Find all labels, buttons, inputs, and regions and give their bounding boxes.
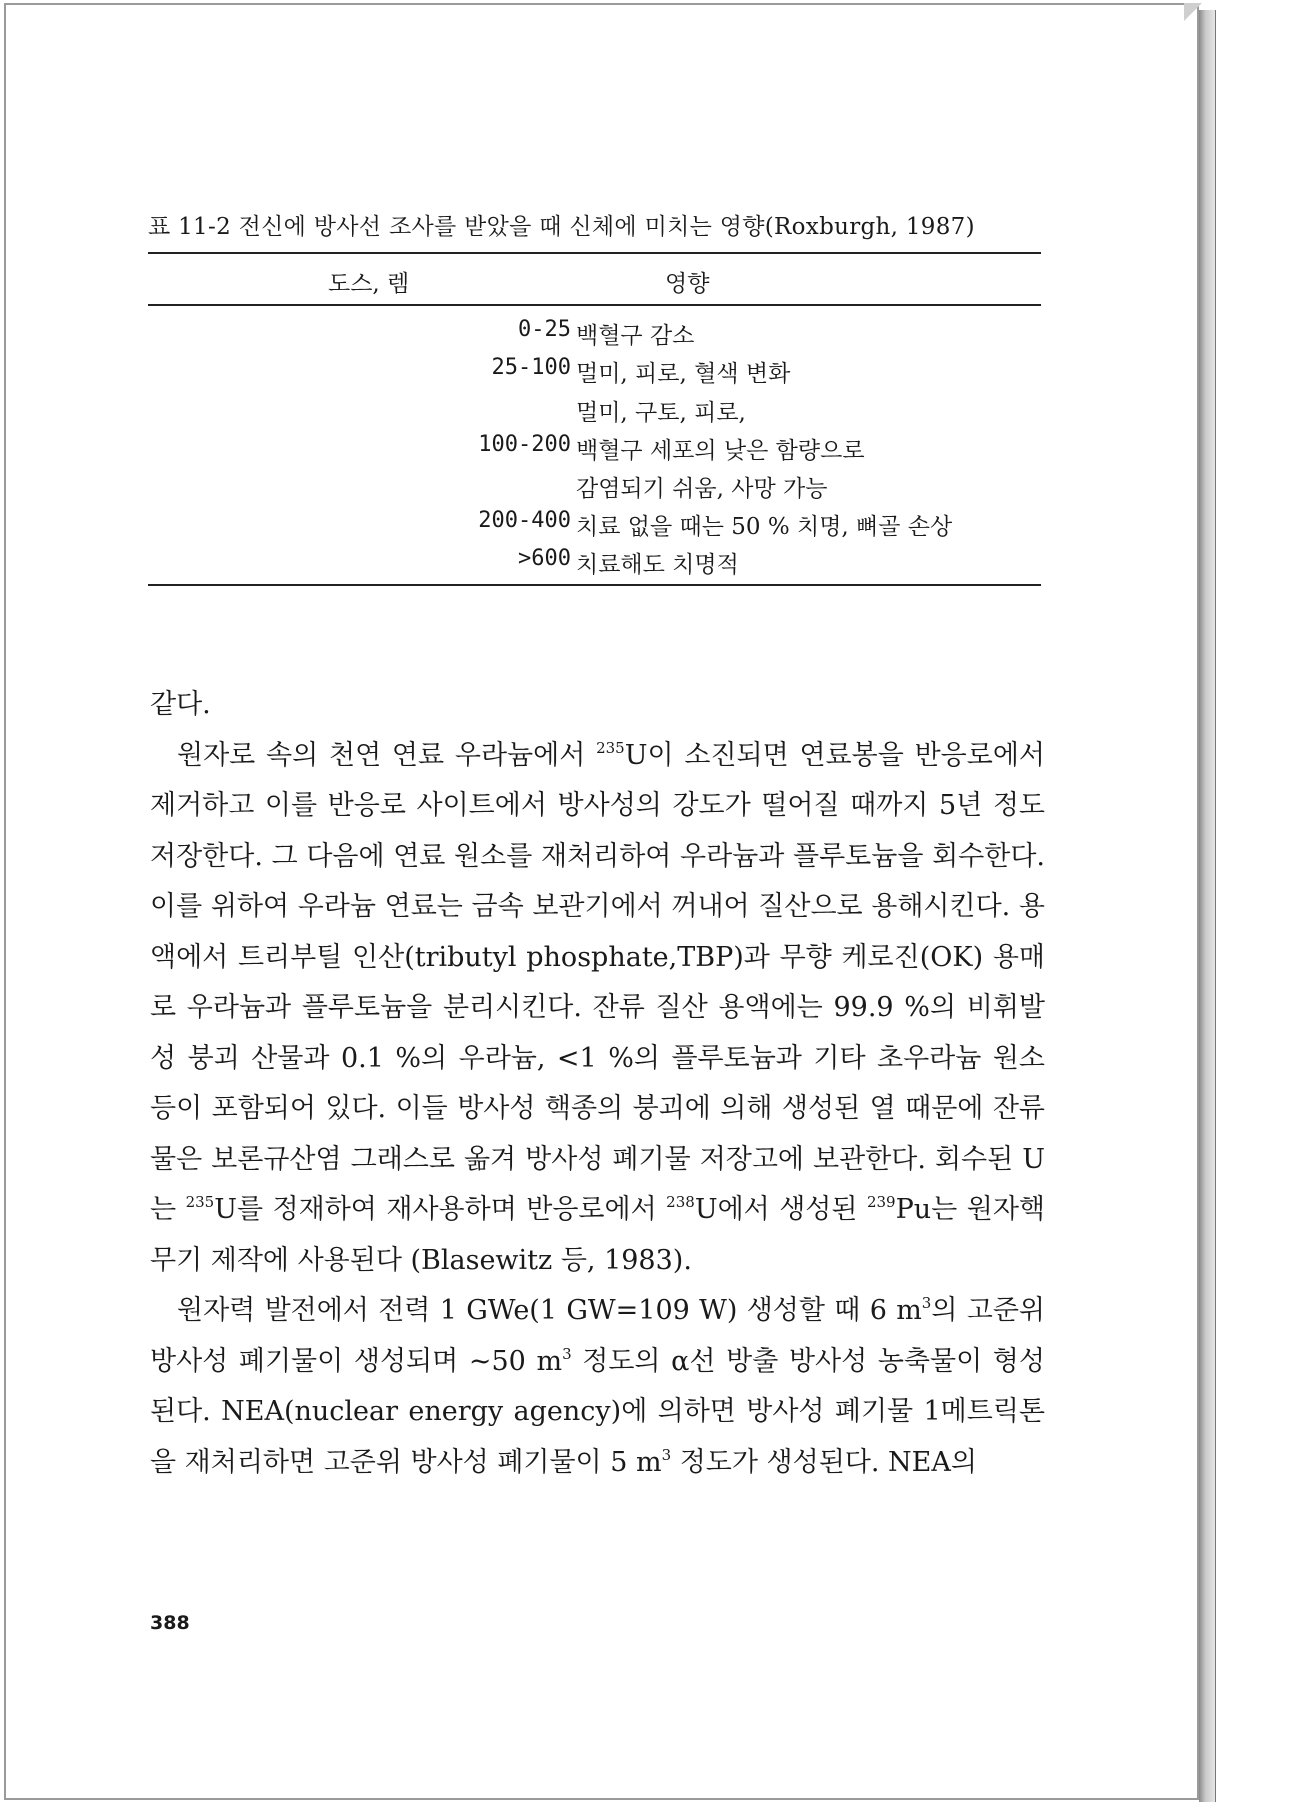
table-header-rule <box>148 304 1041 306</box>
table-row <box>148 317 1041 355</box>
superscript: 238 <box>666 1193 695 1211</box>
paragraph-text: U를 정재하여 재사용하며 반응로에서 <box>214 1194 667 1225</box>
paragraph-text: U에서 생성된 <box>694 1194 867 1225</box>
table-bottom-rule <box>148 584 1041 586</box>
superscript: 3 <box>661 1445 672 1464</box>
table-caption: 표 11-2 전신에 방사선 조사를 받았을 때 신체에 미치는 영향(Roxburgh, 1987) <box>148 214 975 240</box>
dose-cell: 25-100 <box>491 355 571 380</box>
page-edge-shadow <box>1199 10 1216 1802</box>
paragraph-text: 정도의 α선 방출 방사성 농축물이 형성된다. NEA(nuclear energy agency)에 의하면 방사성 폐기물 1메트릭톤을 재처리하면 고준위 방사성 폐기물이 5 m <box>150 1345 1045 1478</box>
superscript: 239 <box>866 1193 896 1211</box>
paragraph-text: 정도가 생성된다. NEA의 <box>671 1446 977 1478</box>
effect-cell: 치료해도 치명적 <box>576 552 739 578</box>
superscript: 3 <box>562 1344 572 1363</box>
superscript: 235 <box>596 738 625 757</box>
table-row <box>148 394 1041 432</box>
table-row <box>148 470 1041 508</box>
effect-cell: 치료 없을 때는 50 % 치명, 뼈골 손상 <box>576 514 953 540</box>
body-text <box>150 680 1045 1488</box>
dose-cell: 200-400 <box>478 508 571 533</box>
superscript: 3 <box>921 1294 932 1312</box>
paragraph-text: 원자력 발전에서 전력 1 GWe(1 GW=109 W) 생성할 때 6 m <box>177 1295 922 1326</box>
effect-cell: 백혈구 감소 <box>576 323 695 349</box>
page-number: 388 <box>150 1612 190 1634</box>
effect-cell: 백혈구 세포의 낮은 함량으로 <box>576 438 865 464</box>
effect-cell: 멀미, 피로, 혈색 변화 <box>576 361 791 387</box>
table-header-effect: 영향 <box>665 271 710 297</box>
paragraph-text: U이 소진되면 연료봉을 반응로에서 제거하고 이를 반응로 사이트에서 방사성의 강도가 떨어질 때까지 5년 정도 저장한다. 그 다음에 연료 원소를 재처리하여 우라늄과 플루토늄을 회수한다. 이를 위하여 우라늄 연료는 금속 보관기에서 꺼내어 질산으로 용해시킨다. 용액에서 트리부틸 인산(tributyl phosphate,TBP)과 무향 케로진(OK) 용매로 우라늄과 플루토늄을 분리시킨다. 잔류 질산 용액에는 99.9 %의 비휘발성 붕괴 산물과 0.1 %의 우라늄, <1 %의 플루토늄과 기타 초우라늄 원소 등이 포함되어 있다. 이들 방사성 핵종의 붕괴에 의해 생성된 열 때문에 잔류물은 보론규산염 그래스로 옮겨 방사성 폐기물 저장고에 보관한다. 회수된 U는 <box>150 739 1045 1225</box>
table-row <box>148 355 1041 393</box>
paragraph-text: 같다. <box>150 689 211 720</box>
effect-cell: 멀미, 구토, 피로, <box>576 400 746 426</box>
dose-cell: 0-25 <box>518 317 571 342</box>
effect-cell: 감염되기 쉬움, 사망 가능 <box>576 476 828 502</box>
paragraph-text: Pu는 원자핵 무기 제작에 사용된다 (Blasewitz 등, 1983). <box>150 1194 1045 1276</box>
paragraph-text: 원자로 속의 천연 연료 우라늄에서 <box>177 739 597 771</box>
dose-cell: 100-200 <box>478 432 571 457</box>
paragraph <box>150 731 1045 1287</box>
table-row <box>148 432 1041 470</box>
superscript: 235 <box>185 1193 215 1211</box>
paragraph-text: 의 고준위 방사성 폐기물이 생성되며 ~50 m <box>150 1295 1045 1377</box>
paragraph <box>150 1286 1045 1488</box>
table-row <box>148 508 1041 546</box>
table-header-dose: 도스, 렘 <box>328 271 410 297</box>
paragraph <box>150 680 1045 731</box>
table-row <box>148 546 1041 584</box>
table-top-rule <box>148 252 1041 254</box>
dose-cell: >600 <box>518 546 571 571</box>
